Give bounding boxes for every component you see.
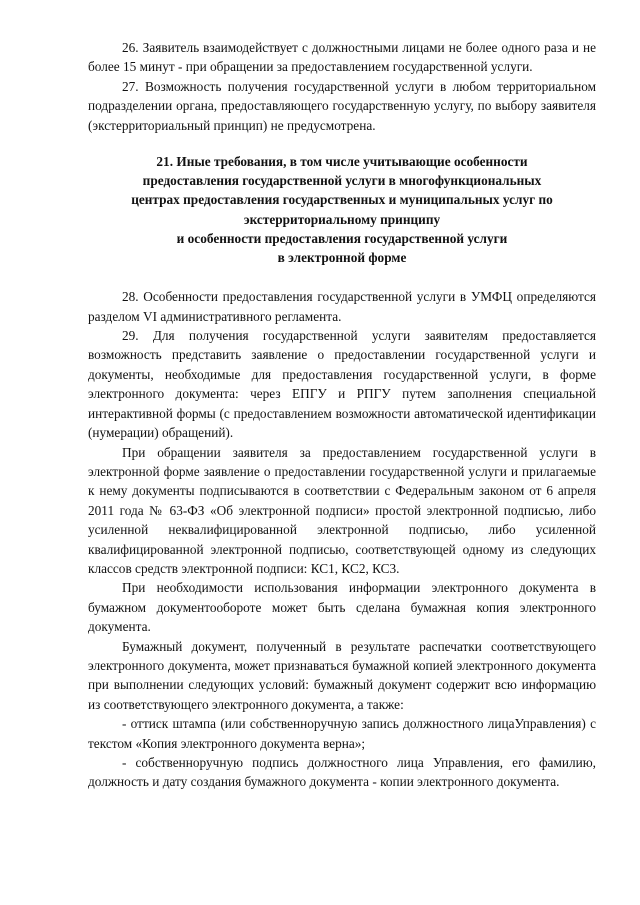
section-heading-21: [88, 152, 596, 267]
paragraph-27: 27. Возможность получения государственной услуги в любом территориальном подразделении органа, предоставляющего государственную услугу, по выбору заявителя (экстерриториальный принцип) не предусмотрена.: [88, 78, 596, 133]
section-heading-line: центрах предоставления государственных и муниципальных услуг по: [131, 192, 553, 208]
paragraph-electronic-signature: При обращении заявителя за предоставлением государственной услуги в электронной форме заявление о предоставлении государственной услуги и прилагаемые к нему документы подписываются в соответствии с Федеральным законом от 6 апреля 2011 года № 63-ФЗ «Об электронной подписи» простой электронной подписью, либо усиленной неквалифицированной электронной подписью, либо усиленной квалифицированной электронной подписью, соответствующей одному из следующих классов средств электронной подписи: КС1, КС2, КС3.: [88, 444, 596, 576]
section-heading-line: предоставления государственной услуги в многофункциональных: [142, 173, 542, 189]
list-item-stamp: - оттиск штампа (или собственноручную запись должностного лицаУправления) с текстом «Копия электронного документа верна»;: [88, 716, 596, 751]
section-heading-line: 21. Иные требования, в том числе учитывающие особенности: [156, 154, 528, 170]
paragraph-26: 26. Заявитель взаимодействует с должностными лицами не более одного раза и не более 15 минут - при обращении за предоставлением государственной услуги.: [88, 40, 596, 75]
paragraph-29: 29. Для получения государственной услуги заявителям предоставляется возможность представить заявление о предоставлении государственной услуги и документы, необходимые для предоставления государственной услуги, в форме электронного документа: через ЕПГУ и РПГУ путем заполнения специальной интерактивной формы (с предоставлением возможности автоматической идентификации (нумерации) обращений).: [88, 328, 596, 441]
paragraph-28: 28. Особенности предоставления государственной услуги в УМФЦ определяются разделом VI административного регламента.: [88, 289, 596, 324]
document-body: [88, 38, 596, 792]
paragraph-paper-copy: При необходимости использования информации электронного документа в бумажном документообороте может быть сделана бумажная копия электронного документа.: [88, 580, 596, 635]
section-heading-line: в электронной форме: [277, 250, 407, 266]
section-heading-line: экстерриториальному принципу: [243, 211, 441, 227]
paragraph-paper-document-conditions: Бумажный документ, полученный в результате распечатки соответствующего электронного документа, может признаваться бумажной копией электронного документа при выполнении следующих условий: бумажный документ содержит всю информацию из соответствующего электронного документа, а также:: [88, 638, 596, 712]
section-heading-line: и особенности предоставления государственной услуги: [176, 230, 508, 246]
list-item-signature: - собственноручную подпись должностного лица Управления, его фамилию, должность и дату создания бумажного документа - копии электронного документа.: [88, 755, 596, 790]
